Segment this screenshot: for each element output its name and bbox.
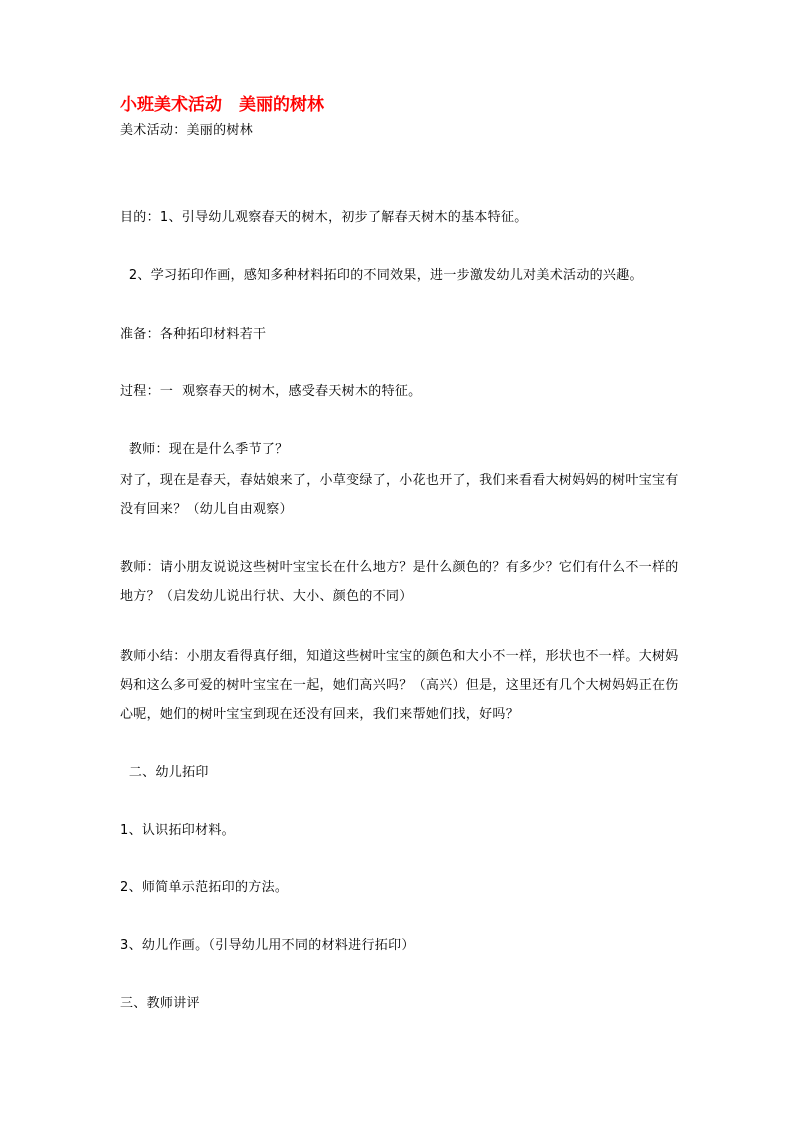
step-3: 3、幼儿作画。（引导幼儿用不同的材料进行拓印）	[120, 938, 415, 953]
step-2: 2、师简单示范拓印的方法。	[120, 880, 289, 895]
teacher-answer: 对了，现在是春天，春姑娘来了，小草变绿了，小花也开了，我们来看看大树妈妈的树叶宝宝有没有回来？（幼儿自由观察）	[120, 473, 679, 517]
preparation: 准备：各种拓印材料若干	[120, 327, 267, 342]
step-1: 1、认识拓印材料。	[120, 823, 235, 838]
goal-1: 目的：1、引导幼儿观察春天的树木，初步了解春天树木的基本特征。	[120, 210, 528, 225]
goal-2: 2、学习拓印作画，感知多种材料拓印的不同效果，进一步激发幼儿对美术活动的兴趣。	[120, 268, 643, 283]
section-3-heading: 三、教师讲评	[120, 996, 200, 1011]
document-subtitle: 美术活动：美丽的树林	[120, 123, 254, 138]
teacher-summary: 教师小结：小朋友看得真仔细，知道这些树叶宝宝的颜色和大小不一样，形状也不一样。大树妈妈和这么多可爱的树叶宝宝在一起，她们高兴吗？（高兴）但是，这里还有几个大树妈妈正在伤心呢，她们的树叶宝宝到现在还没有回来，我们来帮她们找，好吗？	[120, 649, 679, 722]
teacher-question: 教师：现在是什么季节了？	[120, 442, 289, 457]
document-title: 小班美术活动 美丽的树林	[120, 95, 324, 115]
process-step-1: 过程：一 观察春天的树木，感受春天树木的特征。	[120, 384, 422, 399]
teacher-question-2: 教师：请小朋友说说这些树叶宝宝长在什么地方？是什么颜色的？有多少？它们有什么不一样的地方？（启发幼儿说出行状、大小、颜色的不同）	[120, 560, 679, 604]
section-2-heading: 二、幼儿拓印	[120, 765, 209, 780]
